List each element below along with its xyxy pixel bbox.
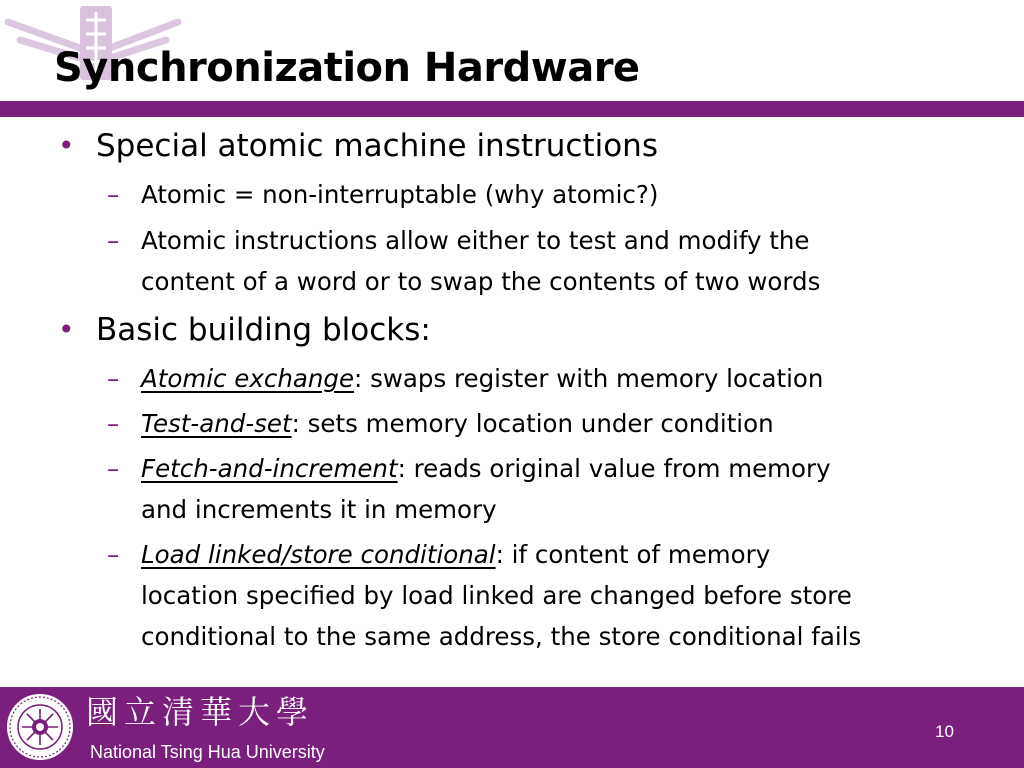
nthu-seal-icon <box>4 691 76 763</box>
sub-bullet-text: location specified by load linked are changed before store <box>141 581 852 610</box>
sub-bullet-item <box>107 403 774 444</box>
bullet-icon: • <box>58 129 75 162</box>
dash-icon: – <box>107 226 120 255</box>
dash-icon: – <box>107 180 120 209</box>
sub-bullet-continuation <box>141 489 497 530</box>
bullet-item <box>58 310 431 350</box>
term-test-and-set: Test-and-set <box>141 409 292 438</box>
sub-bullet-text: : reads original value from memory <box>397 454 831 483</box>
term-fetch-and-increment: Fetch-and-increment <box>141 454 398 483</box>
sub-bullet-text: content of a word or to swap the contents of two words <box>141 267 821 296</box>
sub-bullet-continuation <box>141 616 861 657</box>
dash-icon: – <box>107 454 120 483</box>
dash-icon: – <box>107 409 120 438</box>
bullet-text: Basic building blocks: <box>96 312 431 348</box>
sub-bullet-item <box>107 448 831 489</box>
sub-bullet-text: conditional to the same address, the store conditional fails <box>141 622 862 651</box>
bullet-icon: • <box>58 313 75 346</box>
dash-icon: – <box>107 364 120 393</box>
page-number: 10 <box>935 722 954 741</box>
bullet-item <box>58 126 658 166</box>
sub-bullet-text: : swaps register with memory location <box>354 364 824 393</box>
term-atomic-exchange: Atomic exchange <box>141 364 355 393</box>
sub-bullet-continuation <box>141 575 852 616</box>
slide-title: Synchronization Hardware <box>54 45 640 91</box>
sub-bullet-item <box>107 358 824 399</box>
sub-bullet-continuation <box>141 261 820 302</box>
university-name-chinese: 國立清華大學 <box>86 693 315 731</box>
sub-bullet-text: and increments it in memory <box>141 495 497 524</box>
sub-bullet-item <box>107 534 771 575</box>
title-divider-bar <box>0 101 1024 117</box>
sub-bullet-item <box>107 220 810 261</box>
university-name-english: National Tsing Hua University <box>90 742 325 762</box>
term-load-linked-store-conditional: Load linked/store conditional <box>141 540 496 569</box>
sub-bullet-text: Atomic = non-interruptable (why atomic?) <box>141 180 659 209</box>
sub-bullet-item <box>107 174 659 215</box>
bullet-text: Special atomic machine instructions <box>96 128 658 164</box>
sub-bullet-text: Atomic instructions allow either to test and modify the <box>141 226 810 255</box>
dash-icon: – <box>107 540 120 569</box>
sub-bullet-text: : sets memory location under condition <box>291 409 774 438</box>
sub-bullet-text: : if content of memory <box>495 540 771 569</box>
